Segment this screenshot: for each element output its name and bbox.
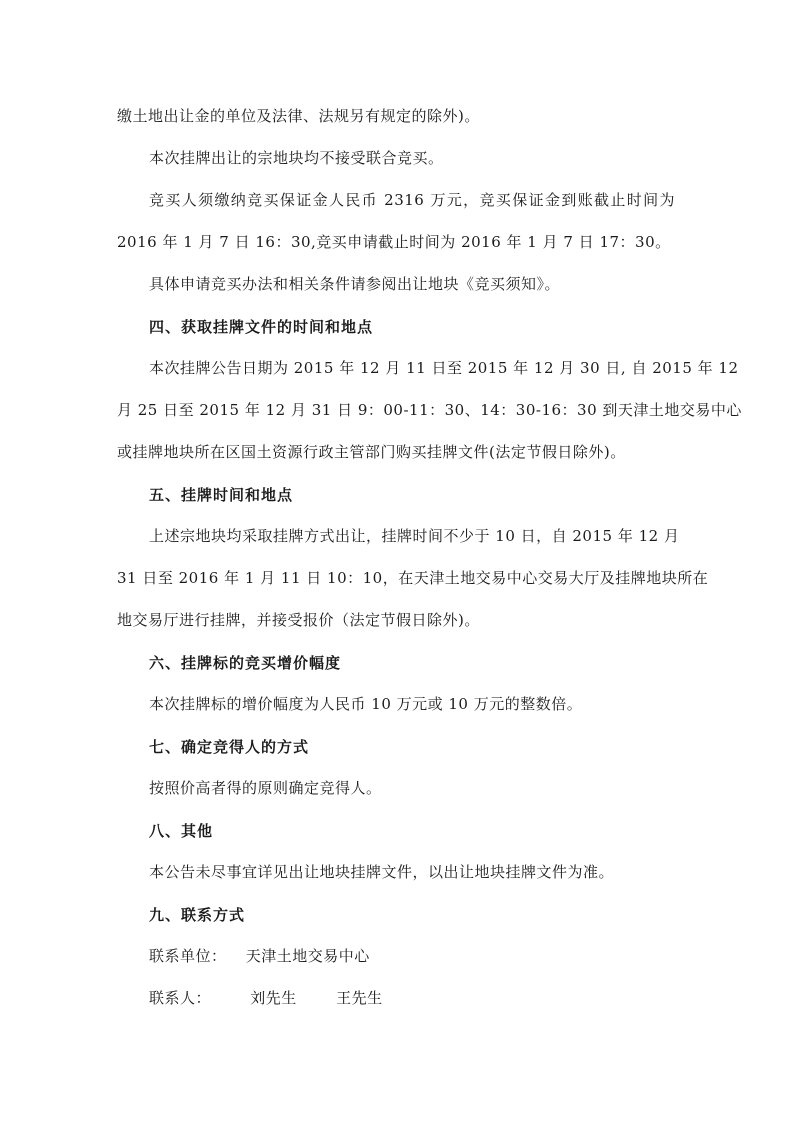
paragraph-line: 缴土地出让金的单位及法律、法规另有规定的除外)。 [117, 107, 480, 125]
section-heading: 八、其他 [149, 822, 214, 840]
paragraph-line: 竞买人须缴纳竞买保证金人民币 2316 万元，竞买保证金到账截止时间为 [149, 191, 675, 209]
paragraph-line: 上述宗地块均采取挂牌方式出让，挂牌时间不少于 10 日，自 2015 年 12 月 [149, 527, 680, 545]
paragraph-line: 按照价高者得的原则确定竞得人。 [149, 779, 382, 797]
contact-person-2: 王先生 [336, 989, 383, 1007]
contact-unit-label: 联系单位： [149, 947, 227, 965]
section-heading: 九、联系方式 [149, 906, 246, 924]
section-heading: 七、确定竞得人的方式 [149, 738, 310, 756]
paragraph-line: 本次挂牌标的增价幅度为人民币 10 万元或 10 万元的整数倍。 [149, 695, 583, 713]
paragraph-line: 月 25 日至 2015 年 12 月 31 日 9：00-11：30、14：30-16：30 到天津土地交易中心 [117, 401, 742, 419]
paragraph-line: 本公告未尽事宜详见出让地块挂牌文件，以出让地块挂牌文件为准。 [149, 863, 615, 881]
contact-person-label: 联系人： [149, 989, 212, 1007]
paragraph-line: 31 日至 2016 年 1 月 11 日 10：10，在天津土地交易中心交易大厅及挂牌地块所在 [117, 569, 709, 587]
paragraph-line: 本次挂牌公告日期为 2015 年 12 月 11 日至 2015 年 12 月 30 日, 自 2015 年 12 [149, 359, 739, 377]
paragraph-line: 本次挂牌出让的宗地块均不接受联合竞买。 [149, 149, 444, 167]
contact-person-1: 刘先生 [250, 989, 297, 1007]
paragraph-line: 地交易厅进行挂牌，并接受报价（法定节假日除外)。 [117, 611, 480, 629]
paragraph-line: 2016 年 1 月 7 日 16：30,竞买申请截止时间为 2016 年 1 月 7 日 17：30。 [117, 233, 671, 251]
contact-unit-row [149, 946, 370, 966]
contact-unit-value: 天津土地交易中心 [245, 947, 370, 965]
contact-person-row [149, 988, 383, 1008]
section-heading: 六、挂牌标的竞买增价幅度 [149, 654, 342, 672]
paragraph-line: 或挂牌地块所在区国土资源行政主管部门购买挂牌文件(法定节假日除外)。 [117, 443, 626, 461]
section-heading: 五、挂牌时间和地点 [149, 486, 294, 504]
paragraph-line: 具体申请竞买办法和相关条件请参阅出让地块《竞买须知》。 [149, 275, 561, 293]
section-heading: 四、获取挂牌文件的时间和地点 [149, 318, 374, 336]
